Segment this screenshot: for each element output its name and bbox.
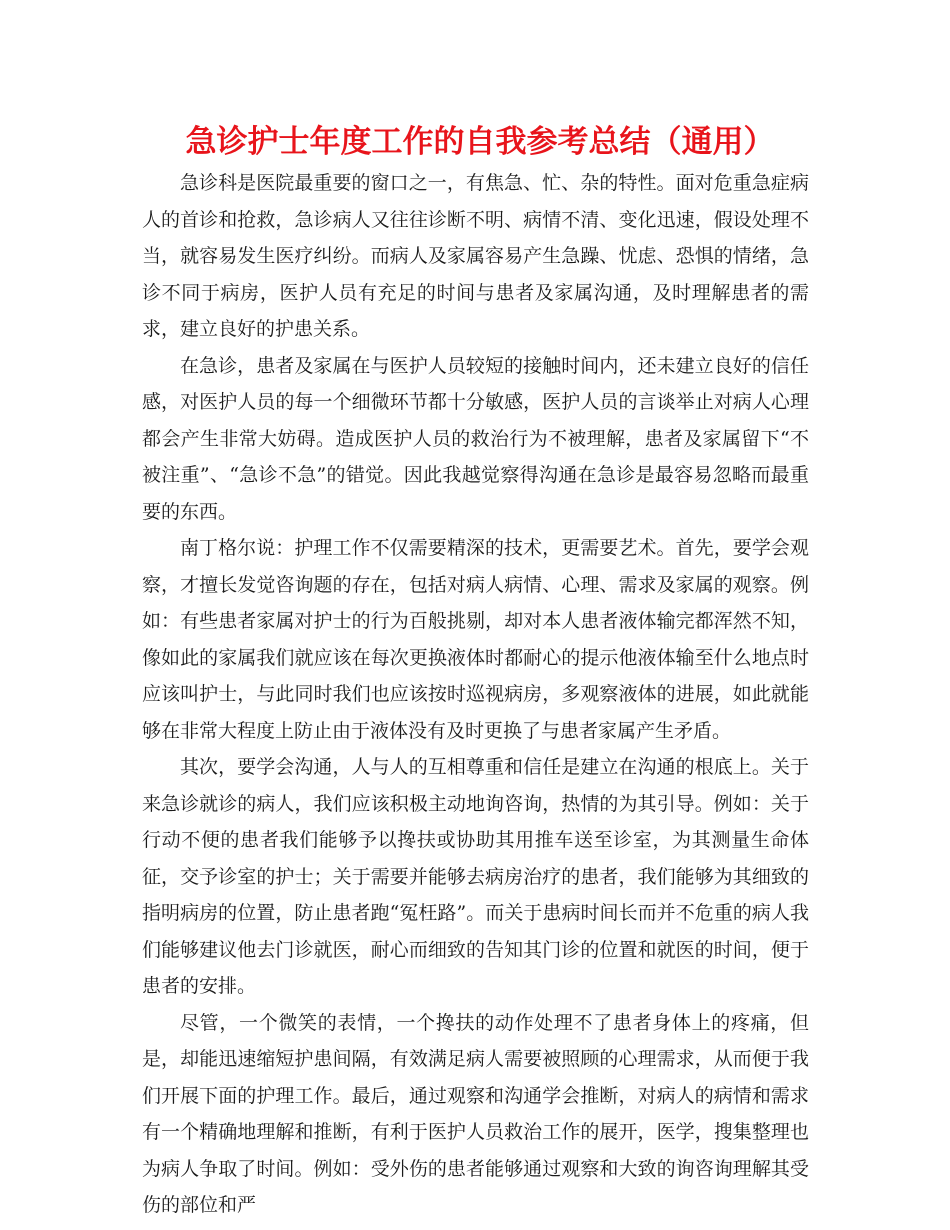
document-body	[142, 165, 809, 1224]
paragraph-1: 急诊科是医院最重要的窗口之一，有焦急、忙、杂的特性。面对危重急症病人的首诊和抢救，急诊病人又往往诊断不明、病情不清、变化迅速，假设处理不当，就容易发生医疗纠纷。而病人及家属容易产生急躁、忧虑、恐惧的情绪，急诊不同于病房，医护人员有充足的时间与患者及家属沟通，及时理解患者的需求，建立良好的护患关系。	[142, 172, 809, 340]
paragraph-2: 在急诊，患者及家属在与医护人员较短的接触时间内，还未建立良好的信任感，对医护人员的每一个细微环节都十分敏感，医护人员的言谈举止对病人心理都会产生非常大妨碍。造成医护人员的救治行为不被理解，患者及家属留下“不被注重”、“急诊不急”的错觉。因此我越觉察得沟通在急诊是最容易忽略而最重要的东西。	[142, 354, 809, 523]
paragraph-5: 尽管，一个微笑的表情，一个搀扶的动作处理不了患者身体上的疼痛，但是，却能迅速缩短护患间隔，有效满足病人需要被照顾的心理需求，从而便于我们开展下面的护理工作。最后，通过观察和沟通学会推断，对病人的病情和需求有一个精确地理解和推断，有利于医护人员救治工作的展开，医学，搜集整理也为病人争取了时间。例如：受外伤的患者能够通过观察和大致的询咨询理解其受伤的部位和严	[142, 1011, 809, 1216]
paragraph-4: 其次，要学会沟通，人与人的互相尊重和信任是建立在沟通的根底上。关于来急诊就诊的病人，我们应该积极主动地询咨询，热情的为其引导。例如：关于行动不便的患者我们能够予以搀扶或协助其用推车送至诊室，为其测量生命体征，交予诊室的护士；关于需要并能够去病房治疗的患者，我们能够为其细致的指明病房的位置，防止患者跑“冤枉路”。而关于患病时间长而并不危重的病人我们能够建议他去门诊就医，耐心而细致的告知其门诊的位置和就医的时间，便于患者的安排。	[142, 756, 809, 997]
document-title: 急诊护士年度工作的自我参考总结（通用）	[185, 124, 775, 160]
paragraph-3: 南丁格尔说：护理工作不仅需要精深的技术，更需要艺术。首先，要学会观察，才擅长发觉咨询题的存在，包括对病人病情、心理、需求及家属的观察。例如：有些患者家属对护士的行为百般挑剔，却对本人患者液体输完都浑然不知，像如此的家属我们就应该在每次更换液体时都耐心的提示他液体输至什么地点时应该叫护士，与此同时我们也应该按时巡视病房，多观察液体的进展，如此就能够在非常大程度上防止由于液体没有及时更换了与患者家属产生矛盾。	[142, 537, 809, 742]
